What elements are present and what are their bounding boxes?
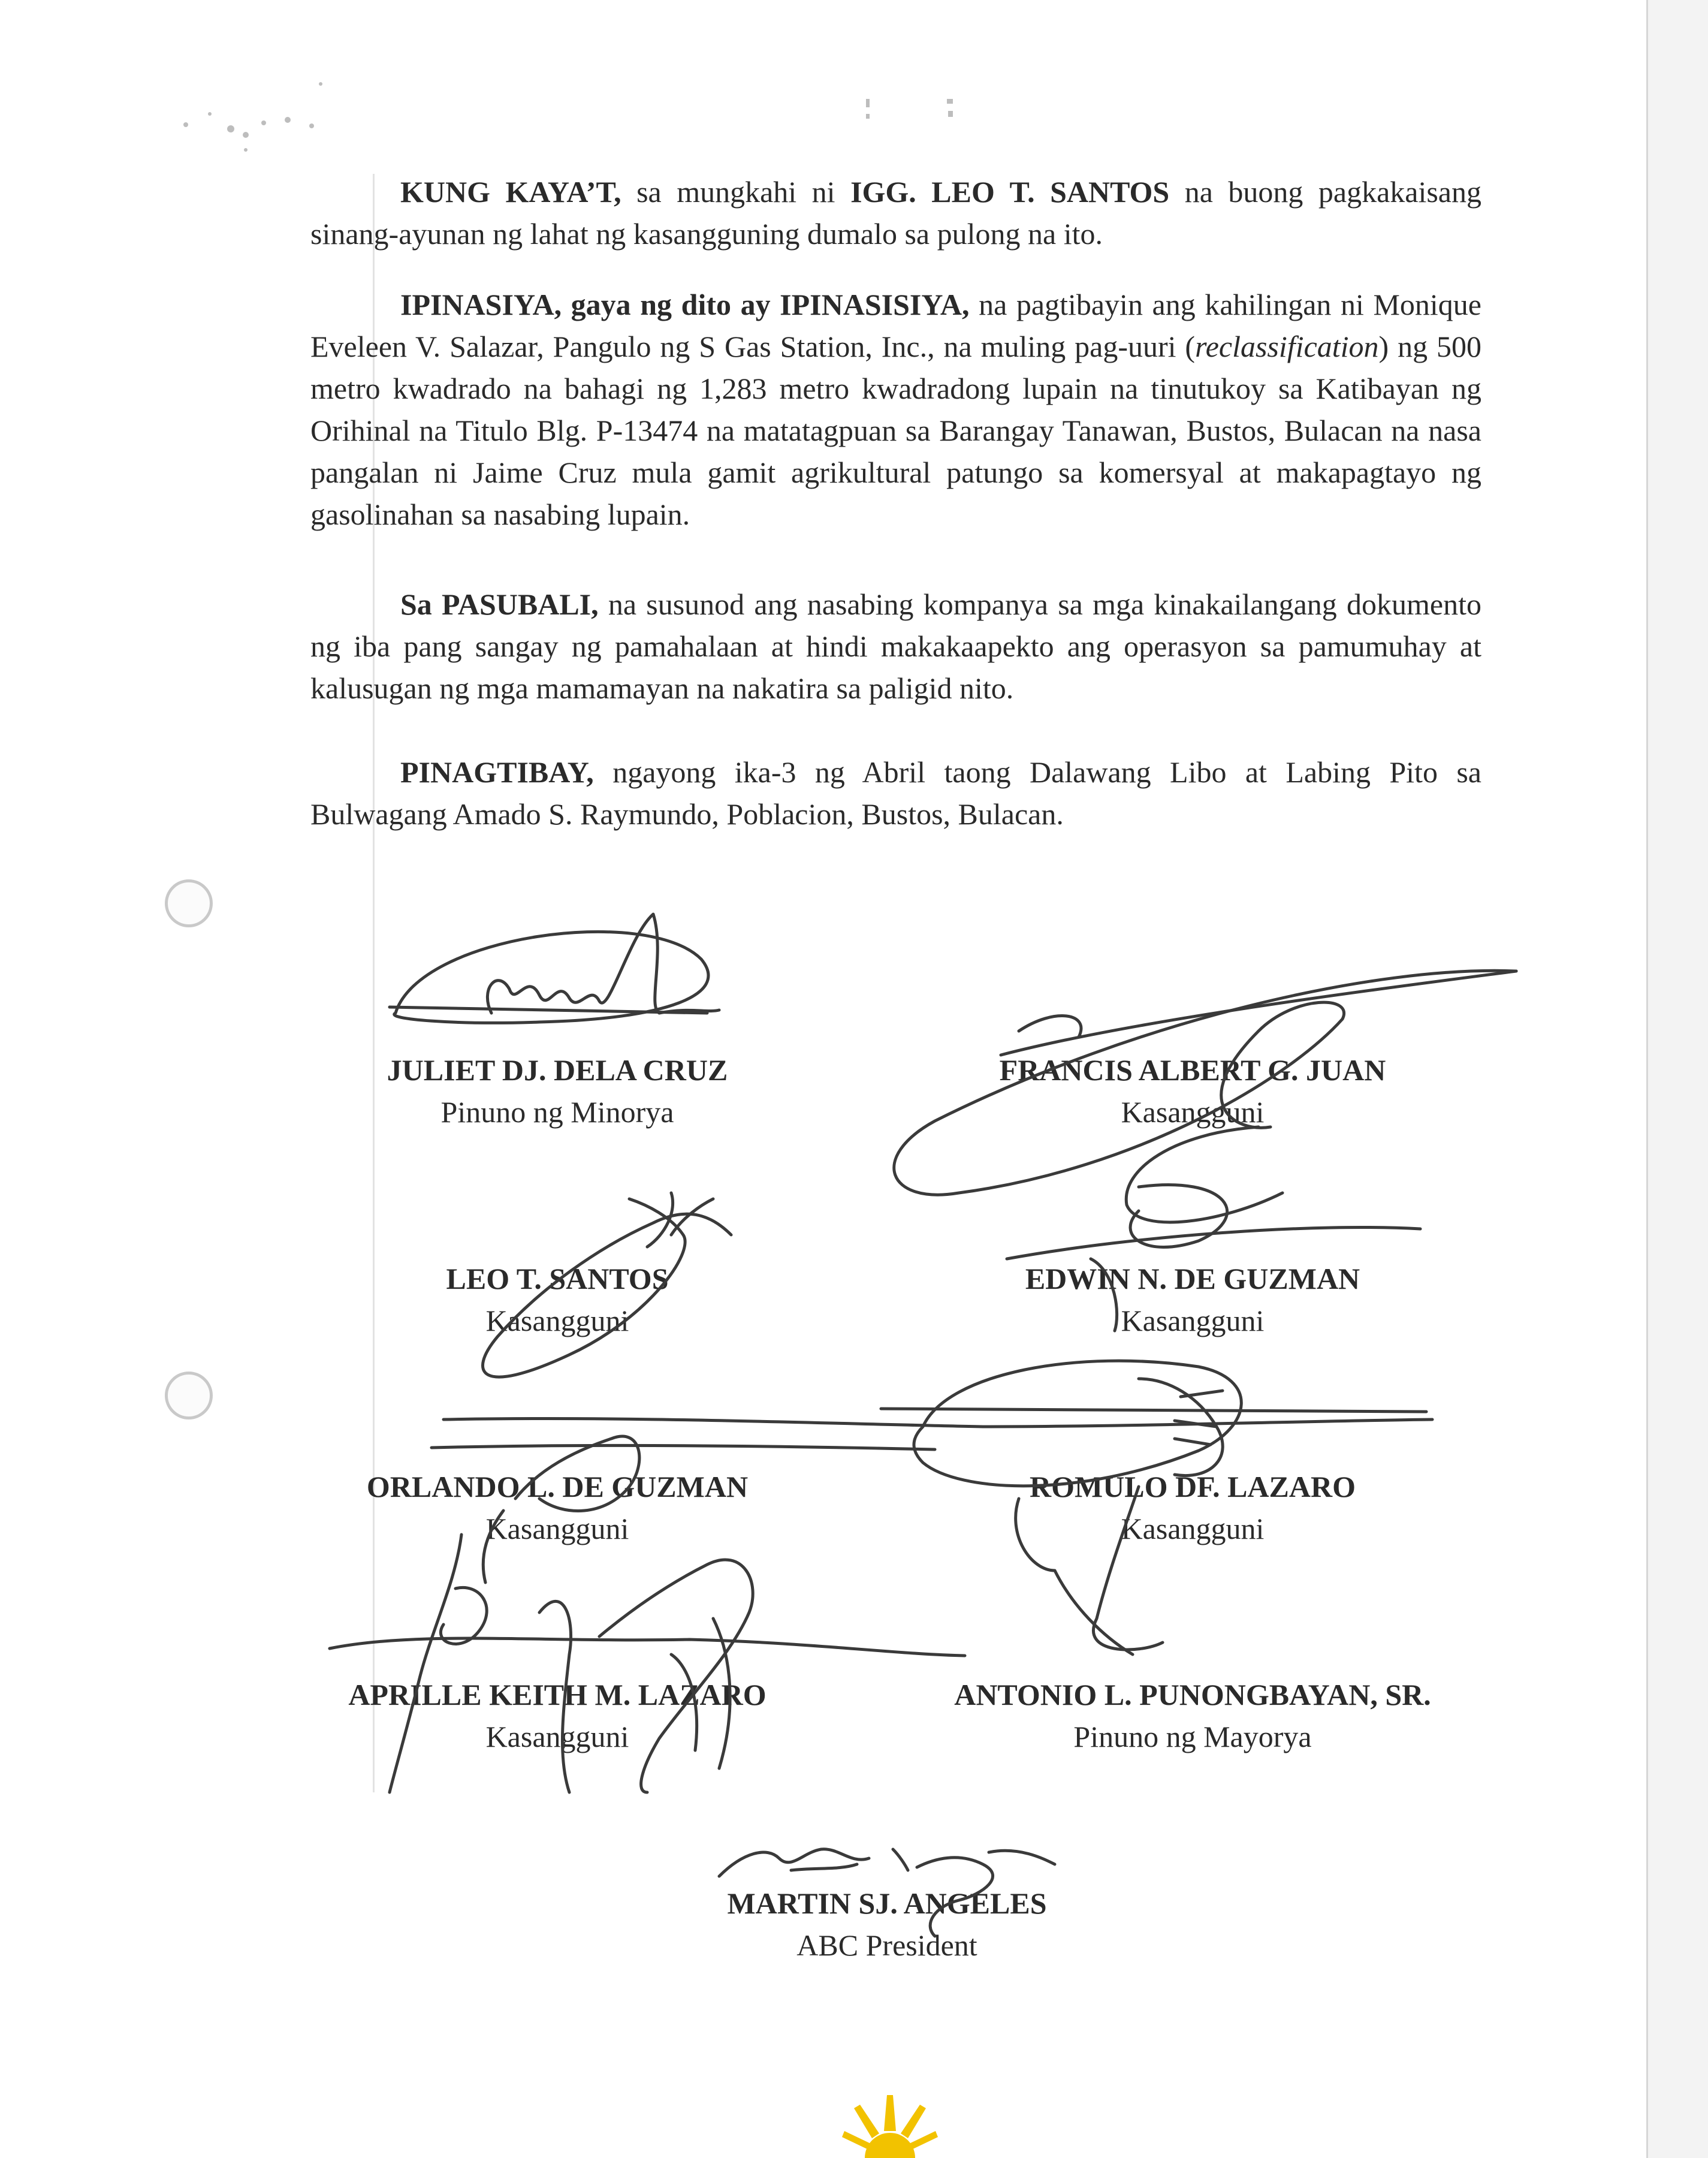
signatory-block bbox=[659, 1882, 1115, 1966]
signatory-name: JULIET DJ. DELA CRUZ bbox=[387, 1053, 728, 1087]
signatory-name: MARTIN SJ. ANGELES bbox=[727, 1886, 1047, 1920]
signatory-title: Kasangguni bbox=[1121, 1095, 1265, 1129]
page-edge bbox=[1646, 0, 1708, 2158]
signatory-block bbox=[336, 1674, 779, 1758]
p1-lead: KUNG KAYA’T, bbox=[400, 175, 621, 209]
signatory-block bbox=[336, 1258, 779, 1342]
signatory-block bbox=[935, 1466, 1450, 1550]
p3-text: na susunod ang nasabing kompanya sa mga kinakailangang dokumento ng iba pang sangay ng pamahalaan at hindi makakaapekto ang operasyon sa pamumuhay at kalusugan ng mga mamamayan na nakatira sa paligid nito. bbox=[310, 587, 1481, 705]
scan-specks bbox=[857, 93, 977, 129]
p2-italic-term: reclassification bbox=[1195, 330, 1379, 363]
signatory-title: Pinuno ng Minorya bbox=[440, 1095, 674, 1129]
paragraph-kung-kayat bbox=[310, 171, 1481, 255]
signatory-name: ROMULO DF. LAZARO bbox=[1029, 1470, 1356, 1503]
signatory-title: Kasangguni bbox=[485, 1512, 629, 1545]
sun-seal-icon bbox=[842, 2095, 938, 2158]
scan-specks bbox=[174, 72, 354, 162]
signatory-block bbox=[935, 1049, 1450, 1133]
p3-lead: Sa PASUBALI, bbox=[400, 587, 599, 621]
p2-lead: IPINASIYA, gaya ng dito ay IPINASISIYA, bbox=[400, 288, 970, 321]
signatory-title: Kasangguni bbox=[1121, 1512, 1265, 1545]
paragraph-pinagtibay bbox=[310, 751, 1481, 835]
signatory-title: Kasangguni bbox=[1121, 1304, 1265, 1337]
signatory-title: Kasangguni bbox=[485, 1720, 629, 1753]
signatory-name: APRILLE KEITH M. LAZARO bbox=[348, 1678, 767, 1711]
p2-text: na pagtibayin ang kahilingan ni Monique Eveleen V. Salazar, Pangulo ng S Gas Station, Inc., na muling pag-uuri ( bbox=[310, 288, 1481, 363]
signatory-block bbox=[935, 1258, 1450, 1342]
signatory-title: ABC President bbox=[796, 1928, 977, 1962]
signatory-name: LEO T. SANTOS bbox=[446, 1262, 669, 1295]
signatory-block bbox=[336, 1466, 779, 1550]
signatory-title: Kasangguni bbox=[485, 1304, 629, 1337]
paragraph-ipinasiya bbox=[310, 284, 1481, 535]
p4-lead: PINAGTIBAY, bbox=[400, 755, 594, 789]
p1-text: sa mungkahi ni bbox=[621, 175, 851, 209]
paragraph-pasubali bbox=[310, 583, 1481, 709]
signatory-name: ORLANDO L. DE GUZMAN bbox=[366, 1470, 749, 1503]
signatory-block bbox=[336, 1049, 779, 1133]
signatory-name: EDWIN N. DE GUZMAN bbox=[1025, 1262, 1360, 1295]
p4-text: ngayong ika-3 ng Abril taong Dalawang Libo at Labing Pito sa Bulwagang Amado S. Raymundo, Poblacion, Bustos, Bulacan. bbox=[310, 755, 1481, 831]
p1-text-2: na buong pagkakaisang sinang-ayunan ng lahat ng kasangguning dumalo sa pulong na ito. bbox=[310, 175, 1482, 251]
punch-hole bbox=[165, 879, 213, 927]
p1-name: IGG. LEO T. SANTOS bbox=[850, 175, 1170, 209]
signatory-name: ANTONIO L. PUNONGBAYAN, SR. bbox=[954, 1678, 1431, 1711]
p2-text-2: ) ng 500 metro kwadrado na bahagi ng 1,283 metro kwadradong lupain na tinutukoy sa Katibayan ng Orihinal na Titulo Blg. P-13474 na matatagpuan sa Barangay Tanawan, Bustos, Bulacan na nasa pangalan ni Jaime Cruz mula gamit agrikultural patungo sa komersyal at makapagtayo ng gasolinahan sa nasabing lupain. bbox=[310, 330, 1482, 531]
punch-hole bbox=[165, 1372, 213, 1419]
signatory-title: Pinuno ng Mayorya bbox=[1073, 1720, 1312, 1753]
signatory-block bbox=[935, 1674, 1450, 1758]
signatory-name: FRANCIS ALBERT G. JUAN bbox=[999, 1053, 1386, 1087]
